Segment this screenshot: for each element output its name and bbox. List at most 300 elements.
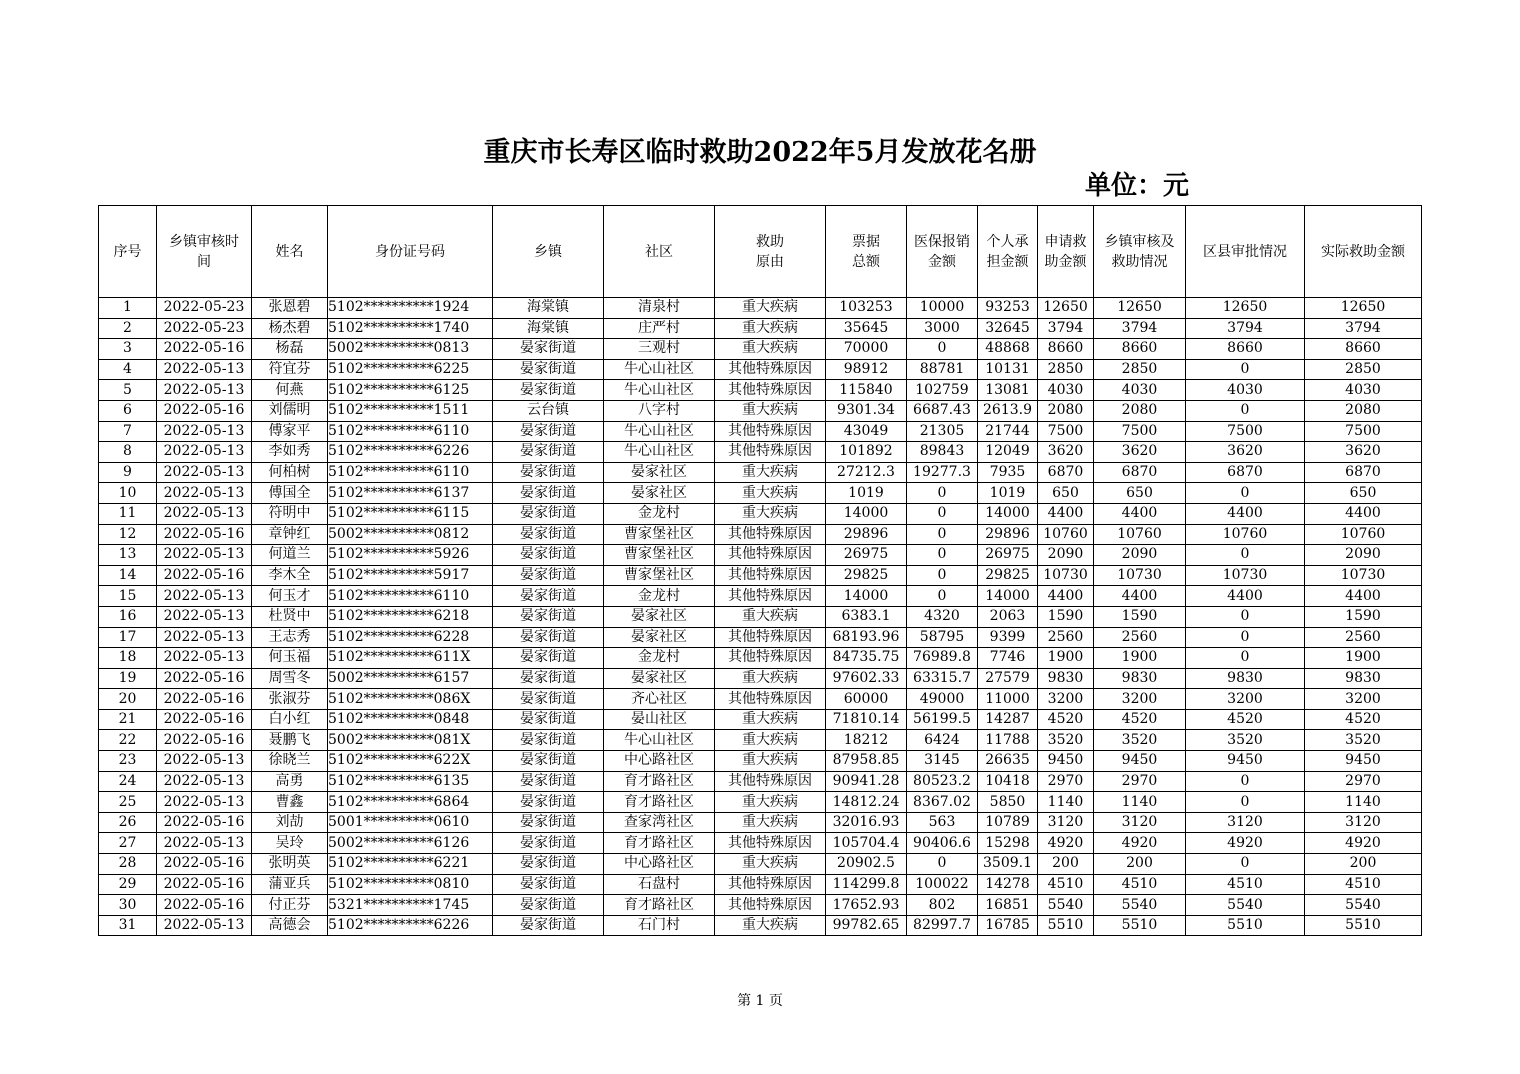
table-cell: 0 [907, 339, 978, 360]
table-cell: 0 [907, 524, 978, 545]
table-cell: 2022-05-16 [157, 668, 252, 689]
table-cell: 16 [99, 606, 157, 627]
table-cell: 10730 [1305, 565, 1422, 586]
table-cell: 17652.93 [826, 895, 907, 916]
table-cell: 5102**********6115 [328, 503, 493, 524]
table-row [99, 565, 1422, 586]
table-cell: 曹家堡社区 [604, 565, 715, 586]
table-cell: 5540 [1094, 895, 1186, 916]
column-header: 申请救 助金额 [1038, 206, 1094, 298]
table-row [99, 503, 1422, 524]
table-cell: 2022-05-13 [157, 483, 252, 504]
table-row [99, 339, 1422, 360]
table-cell: 13 [99, 545, 157, 566]
table-cell: 庄严村 [604, 318, 715, 339]
table-cell: 6870 [1094, 462, 1186, 483]
table-cell: 24 [99, 771, 157, 792]
table-cell: 27212.3 [826, 462, 907, 483]
table-cell: 2022-05-16 [157, 565, 252, 586]
table-cell: 7500 [1038, 421, 1094, 442]
table-cell: 26975 [978, 545, 1038, 566]
table-cell: 晏家街道 [493, 730, 604, 751]
table-cell: 2022-05-13 [157, 606, 252, 627]
table-cell: 晏家街道 [493, 854, 604, 875]
table-cell: 重大疾病 [715, 730, 826, 751]
table-cell: 晏家街道 [493, 606, 604, 627]
table-cell: 5321**********1745 [328, 895, 493, 916]
table-cell: 重大疾病 [715, 915, 826, 936]
table-cell: 14000 [826, 503, 907, 524]
table-cell: 4 [99, 359, 157, 380]
column-header: 票据 总额 [826, 206, 907, 298]
table-cell: 5850 [978, 792, 1038, 813]
page-title: 重庆市长寿区临时救助2022年5月发放花名册 [483, 137, 1037, 168]
table-cell: 其他特殊原因 [715, 421, 826, 442]
table-cell: 2022-05-16 [157, 874, 252, 895]
table-cell: 7746 [978, 648, 1038, 669]
table-cell: 19 [99, 668, 157, 689]
table-cell: 650 [1094, 483, 1186, 504]
table-cell: 晏家街道 [493, 421, 604, 442]
table-row [99, 771, 1422, 792]
table-cell: 19277.3 [907, 462, 978, 483]
table-cell: 3509.1 [978, 854, 1038, 875]
table-cell: 2022-05-13 [157, 833, 252, 854]
table-cell: 何燕 [252, 380, 328, 401]
table-cell: 14812.24 [826, 792, 907, 813]
table-cell: 海棠镇 [493, 298, 604, 319]
table-cell: 3620 [1305, 442, 1422, 463]
table-cell: 5102**********1740 [328, 318, 493, 339]
table-cell: 10789 [978, 812, 1038, 833]
table-cell: 10730 [1094, 565, 1186, 586]
table-cell: 200 [1038, 854, 1094, 875]
table-cell: 八字村 [604, 400, 715, 421]
table-cell: 3120 [1186, 812, 1305, 833]
table-cell: 其他特殊原因 [715, 524, 826, 545]
table-cell: 2560 [1305, 627, 1422, 648]
table-cell: 26 [99, 812, 157, 833]
table-cell: 4920 [1305, 833, 1422, 854]
table-cell: 5102**********0848 [328, 709, 493, 730]
table-cell: 1140 [1305, 792, 1422, 813]
table-cell: 4510 [1186, 874, 1305, 895]
table-cell: 0 [1186, 854, 1305, 875]
table-cell: 李木全 [252, 565, 328, 586]
table-row [99, 380, 1422, 401]
table-row [99, 812, 1422, 833]
table-cell: 5102**********6125 [328, 380, 493, 401]
table-cell: 4400 [1186, 503, 1305, 524]
table-cell: 牛心山社区 [604, 730, 715, 751]
table-cell: 重大疾病 [715, 503, 826, 524]
table-cell: 76989.8 [907, 648, 978, 669]
table-row [99, 545, 1422, 566]
table-cell: 8 [99, 442, 157, 463]
table-cell: 重大疾病 [715, 668, 826, 689]
table-row [99, 627, 1422, 648]
table-cell: 张明英 [252, 854, 328, 875]
table-row [99, 586, 1422, 607]
table-cell: 重大疾病 [715, 812, 826, 833]
table-cell: 6870 [1186, 462, 1305, 483]
table-cell: 晏家街道 [493, 380, 604, 401]
table-cell: 1590 [1094, 606, 1186, 627]
table-cell: 晏家街道 [493, 751, 604, 772]
table-row [99, 298, 1422, 319]
table-cell: 9450 [1305, 751, 1422, 772]
table-cell: 其他特殊原因 [715, 442, 826, 463]
table-cell: 29825 [826, 565, 907, 586]
table-cell: 晏家街道 [493, 565, 604, 586]
table-cell: 王志秀 [252, 627, 328, 648]
table-cell: 98912 [826, 359, 907, 380]
table-cell: 曹鑫 [252, 792, 328, 813]
table-cell: 2022-05-16 [157, 524, 252, 545]
table-cell: 1590 [1038, 606, 1094, 627]
table-cell: 重大疾病 [715, 854, 826, 875]
table-cell: 1019 [826, 483, 907, 504]
table-cell: 4400 [1094, 503, 1186, 524]
table-row [99, 854, 1422, 875]
table-row [99, 833, 1422, 854]
table-cell: 3620 [1094, 442, 1186, 463]
table-cell: 6383.1 [826, 606, 907, 627]
table-cell: 其他特殊原因 [715, 586, 826, 607]
table-cell: 晏家街道 [493, 462, 604, 483]
table-cell: 5102**********1924 [328, 298, 493, 319]
table-row [99, 318, 1422, 339]
table-cell: 10418 [978, 771, 1038, 792]
table-cell: 2022-05-13 [157, 771, 252, 792]
table-cell: 海棠镇 [493, 318, 604, 339]
table-cell: 89843 [907, 442, 978, 463]
table-cell: 28 [99, 854, 157, 875]
table-cell: 2022-05-16 [157, 812, 252, 833]
table-cell: 9301.34 [826, 400, 907, 421]
table-cell: 5102**********6221 [328, 854, 493, 875]
table-cell: 27 [99, 833, 157, 854]
table-cell: 0 [907, 503, 978, 524]
table-cell: 32645 [978, 318, 1038, 339]
table-cell: 其他特殊原因 [715, 689, 826, 710]
table-cell: 0 [1186, 545, 1305, 566]
table-cell: 晏家街道 [493, 545, 604, 566]
table-cell: 5102**********6110 [328, 462, 493, 483]
table-cell: 晏家社区 [604, 462, 715, 483]
table-cell: 1 [99, 298, 157, 319]
unit-label: 单位：元 [1085, 171, 1190, 201]
table-cell: 重大疾病 [715, 339, 826, 360]
column-header: 实际救助金额 [1305, 206, 1422, 298]
table-cell: 刘儒明 [252, 400, 328, 421]
table-cell: 5102**********6135 [328, 771, 493, 792]
table-row [99, 483, 1422, 504]
table-cell: 9399 [978, 627, 1038, 648]
table-row [99, 524, 1422, 545]
table-cell: 15 [99, 586, 157, 607]
table-cell: 60000 [826, 689, 907, 710]
table-cell: 晏家社区 [604, 668, 715, 689]
table-cell: 3794 [1186, 318, 1305, 339]
table-cell: 2970 [1038, 771, 1094, 792]
table-cell: 2022-05-23 [157, 318, 252, 339]
table-cell: 3520 [1094, 730, 1186, 751]
table-cell: 115840 [826, 380, 907, 401]
table-cell: 2080 [1038, 400, 1094, 421]
table-cell: 23 [99, 751, 157, 772]
table-cell: 4400 [1038, 586, 1094, 607]
table-row [99, 668, 1422, 689]
table-cell: 6870 [1305, 462, 1422, 483]
table-cell: 3200 [1305, 689, 1422, 710]
table-cell: 2970 [1305, 771, 1422, 792]
table-cell: 87958.85 [826, 751, 907, 772]
column-header: 乡镇审核及 救助情况 [1094, 206, 1186, 298]
table-cell: 7935 [978, 462, 1038, 483]
table-cell: 3200 [1094, 689, 1186, 710]
table-cell: 6870 [1038, 462, 1094, 483]
column-header: 区县审批情况 [1186, 206, 1305, 298]
table-cell: 9830 [1094, 668, 1186, 689]
table-cell: 29896 [826, 524, 907, 545]
table-cell: 12650 [1038, 298, 1094, 319]
table-cell: 高勇 [252, 771, 328, 792]
table-cell: 5540 [1186, 895, 1305, 916]
table-cell: 刘劼 [252, 812, 328, 833]
table-cell: 8660 [1305, 339, 1422, 360]
table-cell: 105704.4 [826, 833, 907, 854]
table-cell: 2022-05-16 [157, 400, 252, 421]
table-cell: 14287 [978, 709, 1038, 730]
page-number: 第 1 页 [737, 993, 783, 1009]
table-cell: 68193.96 [826, 627, 907, 648]
table-row [99, 400, 1422, 421]
table-cell: 3 [99, 339, 157, 360]
table-cell: 114299.8 [826, 874, 907, 895]
table-cell: 2080 [1094, 400, 1186, 421]
table-row [99, 606, 1422, 627]
table-cell: 晏家街道 [493, 915, 604, 936]
table-cell: 何玉福 [252, 648, 328, 669]
table-cell: 2090 [1305, 545, 1422, 566]
table-cell: 晏家街道 [493, 524, 604, 545]
table-cell: 2022-05-16 [157, 689, 252, 710]
table-cell: 200 [1305, 854, 1422, 875]
table-cell: 5102**********6137 [328, 483, 493, 504]
table-cell: 0 [907, 565, 978, 586]
table-cell: 晏家街道 [493, 359, 604, 380]
table-cell: 2022-05-16 [157, 730, 252, 751]
table-cell: 10000 [907, 298, 978, 319]
table-cell: 97602.33 [826, 668, 907, 689]
table-cell: 5102**********0810 [328, 874, 493, 895]
table-cell: 14 [99, 565, 157, 586]
table-cell: 晏家街道 [493, 442, 604, 463]
table-cell: 其他特殊原因 [715, 895, 826, 916]
table-cell: 重大疾病 [715, 298, 826, 319]
table-cell: 李如秀 [252, 442, 328, 463]
table-cell: 16851 [978, 895, 1038, 916]
table-cell: 5540 [1305, 895, 1422, 916]
table-cell: 8367.02 [907, 792, 978, 813]
table-cell: 1900 [1094, 648, 1186, 669]
table-cell: 其他特殊原因 [715, 380, 826, 401]
table-cell: 7500 [1305, 421, 1422, 442]
table-cell: 21744 [978, 421, 1038, 442]
table-cell: 重大疾病 [715, 462, 826, 483]
table-cell: 9830 [1305, 668, 1422, 689]
table-row [99, 462, 1422, 483]
table-cell: 其他特殊原因 [715, 545, 826, 566]
table-cell: 10760 [1305, 524, 1422, 545]
table-cell: 晏家街道 [493, 689, 604, 710]
table-cell: 晏家街道 [493, 709, 604, 730]
table-cell: 5002**********0813 [328, 339, 493, 360]
table-cell: 其他特殊原因 [715, 771, 826, 792]
table-cell: 20 [99, 689, 157, 710]
table-cell: 5510 [1186, 915, 1305, 936]
table-cell: 杜贤中 [252, 606, 328, 627]
table-cell: 2022-05-16 [157, 709, 252, 730]
table-cell: 晏家街道 [493, 812, 604, 833]
table-cell: 2022-05-13 [157, 627, 252, 648]
table-row [99, 421, 1422, 442]
table-cell: 2022-05-13 [157, 915, 252, 936]
table-cell: 3000 [907, 318, 978, 339]
table-cell: 9 [99, 462, 157, 483]
table-cell: 1900 [1305, 648, 1422, 669]
column-header: 乡镇 [493, 206, 604, 298]
table-cell: 13081 [978, 380, 1038, 401]
table-cell: 2022-05-13 [157, 442, 252, 463]
table-cell: 21305 [907, 421, 978, 442]
table-cell: 14000 [826, 586, 907, 607]
table-cell: 2560 [1094, 627, 1186, 648]
table-cell: 6687.43 [907, 400, 978, 421]
table-cell: 0 [907, 483, 978, 504]
table-cell: 2022-05-13 [157, 380, 252, 401]
table-cell: 10131 [978, 359, 1038, 380]
table-cell: 84735.75 [826, 648, 907, 669]
table-cell: 徐晓兰 [252, 751, 328, 772]
table-cell: 3520 [1038, 730, 1094, 751]
table-cell: 9830 [1038, 668, 1094, 689]
table-cell: 49000 [907, 689, 978, 710]
table-cell: 2090 [1038, 545, 1094, 566]
table-cell: 重大疾病 [715, 318, 826, 339]
table-cell: 12650 [1186, 298, 1305, 319]
table-cell: 5102**********611X [328, 648, 493, 669]
table-cell: 育才路社区 [604, 792, 715, 813]
table-cell: 3200 [1186, 689, 1305, 710]
table-cell: 何柏树 [252, 462, 328, 483]
table-row [99, 648, 1422, 669]
table-cell: 9450 [1038, 751, 1094, 772]
table-cell: 晏家街道 [493, 483, 604, 504]
table-cell: 21 [99, 709, 157, 730]
table-cell: 4400 [1186, 586, 1305, 607]
table-cell: 10 [99, 483, 157, 504]
table-cell: 58795 [907, 627, 978, 648]
table-row [99, 915, 1422, 936]
table-cell: 90941.28 [826, 771, 907, 792]
table-row [99, 792, 1422, 813]
table-cell: 何玉才 [252, 586, 328, 607]
table-cell: 7500 [1094, 421, 1186, 442]
table-cell: 牛心山社区 [604, 442, 715, 463]
table-cell: 重大疾病 [715, 751, 826, 772]
table-cell: 2022-05-13 [157, 503, 252, 524]
table-cell: 晏山社区 [604, 709, 715, 730]
table-cell: 5102**********6218 [328, 606, 493, 627]
table-cell: 0 [1186, 483, 1305, 504]
table-cell: 10730 [1186, 565, 1305, 586]
table-cell: 26975 [826, 545, 907, 566]
table-row [99, 709, 1422, 730]
table-cell: 5001**********0610 [328, 812, 493, 833]
table-cell: 其他特殊原因 [715, 565, 826, 586]
table-cell: 4030 [1038, 380, 1094, 401]
table-cell: 2080 [1305, 400, 1422, 421]
table-cell: 11788 [978, 730, 1038, 751]
table-cell: 9450 [1094, 751, 1186, 772]
table-cell: 22 [99, 730, 157, 751]
table-cell: 晏家街道 [493, 792, 604, 813]
table-cell: 4520 [1305, 709, 1422, 730]
table-cell: 晏家街道 [493, 668, 604, 689]
table-cell: 3794 [1038, 318, 1094, 339]
table-cell: 3520 [1305, 730, 1422, 751]
table-cell: 4400 [1094, 586, 1186, 607]
table-cell: 5102**********086X [328, 689, 493, 710]
table-cell: 4920 [1038, 833, 1094, 854]
table-cell: 2970 [1094, 771, 1186, 792]
table-cell: 清泉村 [604, 298, 715, 319]
table-cell: 14278 [978, 874, 1038, 895]
table-cell: 5510 [1305, 915, 1422, 936]
table-cell: 4510 [1305, 874, 1422, 895]
table-cell: 32016.93 [826, 812, 907, 833]
table-cell: 8660 [1038, 339, 1094, 360]
table-cell: 晏家社区 [604, 627, 715, 648]
column-header: 身份证号码 [328, 206, 493, 298]
table-cell: 5002**********081X [328, 730, 493, 751]
table-cell: 563 [907, 812, 978, 833]
table-cell: 2022-05-16 [157, 339, 252, 360]
table-cell: 0 [1186, 648, 1305, 669]
table-cell: 2850 [1094, 359, 1186, 380]
table-cell: 2022-05-13 [157, 462, 252, 483]
table-cell: 10760 [1186, 524, 1305, 545]
table-cell: 26635 [978, 751, 1038, 772]
table-cell: 27579 [978, 668, 1038, 689]
table-cell: 4320 [907, 606, 978, 627]
table-cell: 100022 [907, 874, 978, 895]
table-cell: 高德会 [252, 915, 328, 936]
table-cell: 0 [1186, 792, 1305, 813]
table-cell: 晏家街道 [493, 895, 604, 916]
table-cell: 4920 [1094, 833, 1186, 854]
table-cell: 2022-05-13 [157, 792, 252, 813]
column-header: 救助 原由 [715, 206, 826, 298]
table-cell: 0 [1186, 400, 1305, 421]
table-cell: 张淑芬 [252, 689, 328, 710]
table-cell: 1019 [978, 483, 1038, 504]
table-cell: 2022-05-16 [157, 854, 252, 875]
table-cell: 重大疾病 [715, 606, 826, 627]
table-cell: 0 [1186, 606, 1305, 627]
